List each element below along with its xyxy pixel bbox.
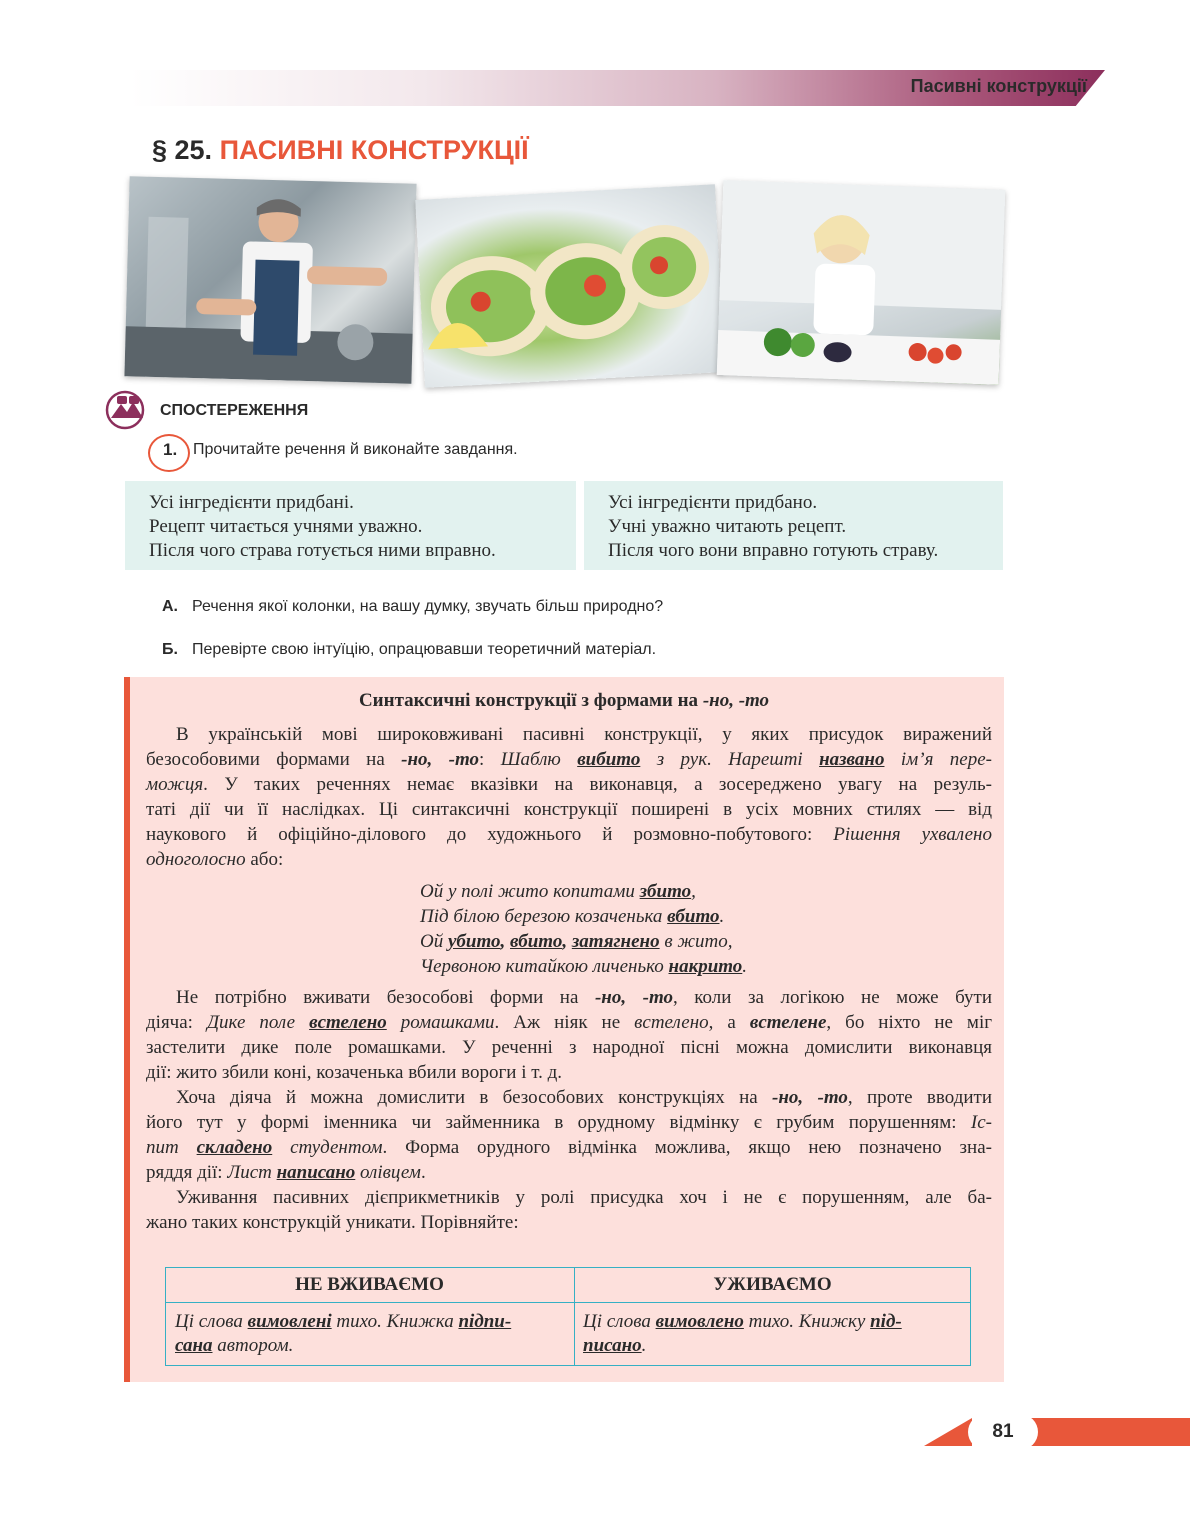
observation-icon <box>103 390 151 430</box>
question-text: Речення якої колонки, на вашу думку, звучать більш природно? <box>192 598 664 615</box>
wraps-illustration <box>415 184 724 387</box>
comparison-cell-right-line: Ці слова вимовлено тихо. Книжку під- <box>583 1311 902 1332</box>
chef-illustration <box>124 176 416 383</box>
paragraph-1-line: таті дії чи її наслідках. Ці синтаксичні конструкції поширені в усіх мовних стилях — від <box>146 799 992 820</box>
left-sentence: Рецепт читається учнями уважно. <box>149 516 423 537</box>
task-number: 1. <box>163 440 178 459</box>
observation-label: СПОСТЕРЕЖЕННЯ <box>160 402 309 419</box>
section-number: § 25. <box>152 135 213 165</box>
comparison-header-right: УЖИВАЄМО <box>713 1274 832 1295</box>
sentences-right-column <box>584 481 1003 570</box>
paragraph-1-line: В українській мові широковживані пасивні конструкції, у яких присудок виражений <box>176 724 992 745</box>
poem-line: Ой у полі жито копитами збито, <box>420 881 696 902</box>
poem-line: Червоною китайкою личенько накрито. <box>420 956 748 977</box>
question-text: Перевірте свою інтуїцію, опрацювавши теоретичний матеріал. <box>192 641 657 658</box>
left-sentence: Усі інгредієнти придбані. <box>149 492 354 513</box>
running-header-title: Пасивні конструкції <box>910 76 1087 96</box>
section-name: ПАСИВНІ КОНСТРУКЦІЇ <box>219 135 529 165</box>
right-sentence: Після чого вони вправно готують страву. <box>608 540 939 561</box>
question-letter: Б. <box>162 641 178 658</box>
paragraph-1-line: безособовими формами на -но, -то: Шаблю вибито з рук. Нарешті названо ім’я пере- <box>146 749 992 770</box>
comparison-header-left: НЕ ВЖИВАЄМО <box>295 1274 444 1295</box>
question-letter: А. <box>162 598 178 615</box>
comparison-divider-horizontal <box>165 1302 970 1303</box>
question-a <box>162 598 663 616</box>
paragraph-2-line: застелити дике поле ромашками. У реченні з народної пісні можна домислити виконавця <box>146 1037 992 1058</box>
theory-title <box>124 690 1004 712</box>
theory-title-suffix: -но, -то <box>702 690 770 711</box>
chef-photo <box>124 176 416 383</box>
right-sentence: Учні уважно читають рецепт. <box>608 516 847 537</box>
sentences-left-column <box>125 481 576 570</box>
wraps-photo <box>415 184 724 387</box>
paragraph-4-line: Уживання пасивних дієприкметників у ролі присудка хоч і не є порушенням, але ба- <box>176 1187 992 1208</box>
paragraph-1-line: можця. У таких реченнях немає вказівки на виконавця, а зосереджено увагу на резуль- <box>146 774 992 795</box>
comparison-cell-right-line: писано. <box>583 1335 647 1356</box>
theory-accent-bar <box>124 677 130 1382</box>
question-b <box>162 641 656 659</box>
comparison-cell-left-line: Ці слова вимовлені тихо. Книжка підпи- <box>175 1311 512 1332</box>
poem-line: Ой убито, вбито, затягнено в жито, <box>420 931 733 952</box>
paragraph-3-line: ряддя дії: Лист написано олівцем. <box>146 1162 426 1183</box>
woman-cooking-photo <box>717 180 1006 385</box>
paragraph-1-line: наукового й офіційно-ділового до художнього й розмовно-побутового: Рішення ухвалено <box>146 824 992 845</box>
theory-title-text: Синтаксичні конструкції з формами на <box>358 690 703 711</box>
woman-cooking-illustration <box>717 180 1006 385</box>
comparison-cell-left-line: сана автором. <box>175 1335 294 1356</box>
paragraph-3-line: його тут у формі іменника чи займенника в орудному відмінку є грубим порушенням: Іс- <box>146 1112 992 1133</box>
page-number-decoration <box>924 1418 972 1446</box>
paragraph-1-line: одноголосно або: <box>146 849 284 870</box>
paragraph-4-line: жано таких конструкцій уникати. Порівняйте: <box>146 1212 519 1233</box>
paragraph-2-line: дії: жито збили коні, козаченька вбили вороги і т. д. <box>146 1062 563 1083</box>
task-instruction: Прочитайте речення й виконайте завдання. <box>193 441 518 458</box>
right-sentence: Усі інгредієнти придбано. <box>608 492 818 513</box>
section-title <box>152 135 529 166</box>
paragraph-3-line: Хоча діяча й можна домислити в безособових конструкціях на -но, -то, проте вводити <box>176 1087 993 1108</box>
poem-line: Під білою березою козаченька вбито. <box>420 906 725 927</box>
page-number-bar <box>1030 1418 1190 1446</box>
paragraph-2-line: діяча: Дике поле вcтелено ромашками. Аж ніяк не вcтелено, а вcтелене, бо ніхто не міг <box>146 1012 993 1033</box>
paragraph-2-line: Не потрібно вживати безособові форми на -но, -то, коли за логікою не може бути <box>176 987 992 1008</box>
paragraph-3-line: пит складено студентом. Форма орудного відмінка можлива, якщо нею позначено зна- <box>146 1137 992 1158</box>
left-sentence: Після чого страва готується ними вправно. <box>149 540 496 561</box>
page-number: 81 <box>992 1421 1014 1442</box>
